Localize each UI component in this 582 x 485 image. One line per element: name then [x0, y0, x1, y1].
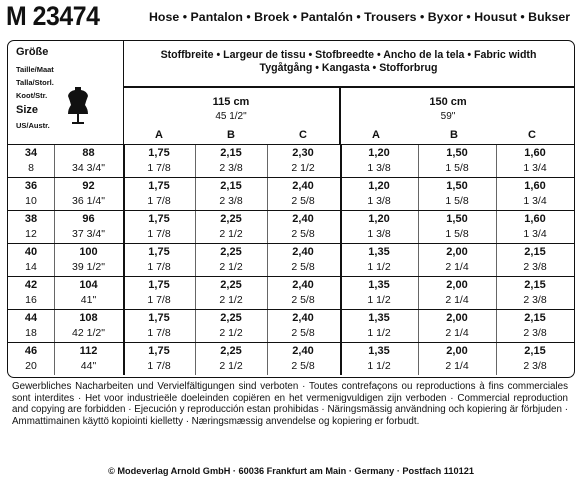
yards-value: 1 1/2 — [367, 327, 391, 339]
size-eu: 40 — [24, 246, 38, 258]
yards-value: 2 5/8 — [291, 294, 315, 306]
yards-value: 2 1/4 — [445, 327, 469, 339]
column-divider — [195, 277, 196, 309]
pattern-header — [2, 0, 580, 34]
meters-value: 1,75 — [148, 279, 170, 291]
size-us: 16 — [25, 294, 37, 306]
meters-value: 2,00 — [446, 279, 468, 291]
column-divider — [123, 310, 125, 342]
table-row — [8, 276, 574, 309]
meters-value: 1,35 — [368, 279, 390, 291]
copyright-notice: Gewerbliches Nacharbeiten und Vervielfältigungen sind verboten · Toutes contrefaçons ou reproductions à fins commerciales sont interdites · Het voor industrieële doeleinden copiëren en het vermenigvuldigen zijn verboden · Commercial reproduction and copying are forbidden · Ejecución y reproducción estan prohibidas · Näringsmässig användning och kopiering är förbjuden · Ammattimainen käyttö kopiointi kielletty · Næringsmæssig anvendelse og kopiering er forbudt. — [12, 381, 568, 427]
meters-value: 2,40 — [292, 345, 314, 357]
meters-value: 1,35 — [368, 312, 390, 324]
yards-value: 2 1/2 — [291, 162, 315, 174]
yards-value: 2 1/2 — [219, 294, 243, 306]
yards-value: 1 5/8 — [445, 162, 469, 174]
yards-value: 2 3/8 — [219, 162, 243, 174]
meters-value: 2,25 — [220, 213, 242, 225]
column-divider — [123, 343, 125, 375]
col-c-115: C — [299, 129, 307, 141]
meters-value: 1,20 — [368, 180, 390, 192]
meters-value: 1,20 — [368, 213, 390, 225]
size-eu: 46 — [24, 345, 38, 357]
yards-value: 2 3/8 — [523, 294, 547, 306]
yards-value: 2 3/8 — [219, 195, 243, 207]
size-us: 14 — [25, 261, 37, 273]
meters-value: 2,40 — [292, 312, 314, 324]
group-150-inches: 59" — [440, 111, 456, 122]
size-eu: 44 — [24, 312, 38, 324]
meters-value: 1,50 — [446, 213, 468, 225]
meters-value: 1,50 — [446, 147, 468, 159]
column-divider — [496, 211, 497, 243]
body-inches: 39 1/2" — [72, 261, 105, 273]
column-divider — [340, 211, 342, 243]
column-divider — [267, 145, 268, 177]
meters-value: 1,50 — [446, 180, 468, 192]
column-divider — [54, 277, 55, 309]
column-divider — [54, 211, 55, 243]
yards-value: 1 7/8 — [147, 261, 171, 273]
table-row — [8, 144, 574, 177]
meters-value: 2,00 — [446, 312, 468, 324]
column-divider — [267, 277, 268, 309]
body-inches: 37 3/4" — [72, 228, 105, 240]
meters-value: 2,15 — [220, 180, 242, 192]
size-column-header — [8, 41, 124, 144]
size-us: 18 — [25, 327, 37, 339]
size-eu: 42 — [24, 279, 38, 291]
meters-value: 1,35 — [368, 246, 390, 258]
meters-value: 1,75 — [148, 312, 170, 324]
body-cm: 112 — [79, 345, 98, 357]
col-b-115: B — [227, 129, 235, 141]
column-divider — [123, 211, 125, 243]
size-eu: 34 — [24, 147, 38, 159]
column-divider — [54, 178, 55, 210]
yards-value: 1 1/2 — [367, 360, 391, 372]
body-cm: 96 — [82, 213, 95, 225]
table-row — [8, 210, 574, 243]
column-divider — [340, 145, 342, 177]
column-divider — [267, 343, 268, 375]
yards-value: 2 5/8 — [291, 261, 315, 273]
column-divider — [54, 145, 55, 177]
yards-value: 1 5/8 — [445, 228, 469, 240]
fabric-width-header — [123, 41, 574, 144]
size-us: 10 — [25, 195, 37, 207]
fabric-width-title-2: Tygåtgång • Kangasta • Stofforbrug — [259, 62, 438, 74]
meters-value: 2,25 — [220, 279, 242, 291]
column-divider — [54, 310, 55, 342]
column-divider — [496, 343, 497, 375]
yards-value: 2 1/4 — [445, 261, 469, 273]
meters-value: 2,15 — [220, 147, 242, 159]
yards-value: 2 1/4 — [445, 360, 469, 372]
group-115-inches: 45 1/2" — [215, 111, 247, 122]
yards-value: 1 7/8 — [147, 195, 171, 207]
column-divider — [54, 244, 55, 276]
column-divider — [418, 277, 419, 309]
yards-value: 1 3/8 — [367, 195, 391, 207]
meters-value: 2,40 — [292, 180, 314, 192]
yards-value: 1 7/8 — [147, 327, 171, 339]
column-divider — [123, 244, 125, 276]
yards-value: 2 1/4 — [445, 294, 469, 306]
fabric-requirements-table — [7, 40, 575, 378]
meters-value: 2,00 — [446, 246, 468, 258]
meters-value: 2,15 — [524, 312, 546, 324]
column-divider — [496, 277, 497, 309]
size-us: 20 — [25, 360, 37, 372]
column-divider — [267, 178, 268, 210]
body-cm: 104 — [79, 279, 98, 291]
meters-value: 1,60 — [524, 180, 546, 192]
column-divider — [340, 343, 342, 375]
header-divider — [123, 86, 574, 88]
table-row — [8, 177, 574, 210]
column-divider — [418, 178, 419, 210]
label-grosse: Größe — [16, 46, 49, 58]
yards-value: 1 5/8 — [445, 195, 469, 207]
yards-value: 2 1/2 — [219, 261, 243, 273]
meters-value: 1,75 — [148, 213, 170, 225]
meters-value: 1,75 — [148, 246, 170, 258]
col-b-150: B — [450, 129, 458, 141]
meters-value: 1,60 — [524, 213, 546, 225]
column-divider — [418, 310, 419, 342]
meters-value: 2,15 — [524, 279, 546, 291]
yards-value: 2 3/8 — [523, 261, 547, 273]
yards-value: 2 5/8 — [291, 327, 315, 339]
meters-value: 2,00 — [446, 345, 468, 357]
yards-value: 2 3/8 — [523, 360, 547, 372]
meters-value: 2,40 — [292, 246, 314, 258]
meters-value: 1,20 — [368, 147, 390, 159]
column-divider — [195, 343, 196, 375]
size-eu: 36 — [24, 180, 38, 192]
column-divider — [195, 244, 196, 276]
dress-form-icon — [66, 85, 90, 125]
column-divider — [418, 343, 419, 375]
yards-value: 1 7/8 — [147, 162, 171, 174]
yards-value: 1 3/4 — [523, 228, 547, 240]
body-cm: 92 — [82, 180, 95, 192]
column-divider — [123, 277, 125, 309]
meters-value: 2,25 — [220, 312, 242, 324]
yards-value: 2 1/2 — [219, 360, 243, 372]
yards-value: 1 1/2 — [367, 294, 391, 306]
garment-title: Hose • Pantalon • Broek • Pantalón • Trousers • Byxor • Housut • Bukser — [149, 10, 571, 24]
body-cm: 108 — [79, 312, 98, 324]
column-divider — [496, 310, 497, 342]
size-us: 12 — [25, 228, 37, 240]
yards-value: 1 3/8 — [367, 228, 391, 240]
table-row — [8, 243, 574, 276]
yards-value: 2 5/8 — [291, 195, 315, 207]
column-divider — [123, 178, 125, 210]
column-divider — [340, 277, 342, 309]
body-inches: 34 3/4" — [72, 162, 105, 174]
col-a-115: A — [155, 129, 163, 141]
column-divider — [418, 145, 419, 177]
column-divider — [123, 145, 125, 177]
yards-value: 2 3/8 — [523, 327, 547, 339]
yards-value: 2 5/8 — [291, 360, 315, 372]
meters-value: 1,60 — [524, 147, 546, 159]
meters-value: 1,75 — [148, 180, 170, 192]
column-divider — [340, 310, 342, 342]
group-150cm: 150 cm — [429, 96, 467, 108]
body-inches: 36 1/4" — [72, 195, 105, 207]
yards-value: 1 7/8 — [147, 294, 171, 306]
yards-value: 1 3/4 — [523, 195, 547, 207]
label-size: Size — [16, 104, 39, 116]
yards-value: 2 5/8 — [291, 228, 315, 240]
yards-value: 1 3/8 — [367, 162, 391, 174]
meters-value: 2,40 — [292, 279, 314, 291]
meters-value: 2,15 — [524, 345, 546, 357]
column-divider — [267, 244, 268, 276]
col-a-150: A — [372, 129, 380, 141]
label-taille: Taille/Maat — [16, 65, 54, 74]
column-divider — [195, 178, 196, 210]
body-inches: 42 1/2" — [72, 327, 105, 339]
body-inches: 44" — [80, 360, 97, 372]
yards-value: 2 1/2 — [219, 327, 243, 339]
yards-value: 1 3/4 — [523, 162, 547, 174]
meters-value: 2,15 — [524, 246, 546, 258]
yards-value: 2 1/2 — [219, 228, 243, 240]
column-divider — [54, 343, 55, 375]
meters-value: 1,35 — [368, 345, 390, 357]
column-divider — [340, 178, 342, 210]
column-divider — [340, 244, 342, 276]
column-divider — [418, 244, 419, 276]
pattern-number: M 23474 — [6, 1, 100, 31]
size-us: 8 — [28, 162, 34, 174]
meters-value: 1,75 — [148, 147, 170, 159]
column-divider — [418, 211, 419, 243]
column-divider — [195, 310, 196, 342]
yards-value: 1 1/2 — [367, 261, 391, 273]
label-talla: Talla/Storl. — [16, 78, 54, 87]
meters-value: 1,75 — [148, 345, 170, 357]
publisher-line: © Modeverlag Arnold GmbH · 60036 Frankfurt am Main · Germany · Postfach 110121 — [108, 466, 474, 476]
column-divider — [195, 211, 196, 243]
column-divider — [195, 145, 196, 177]
group-115cm: 115 cm — [212, 96, 250, 108]
fabric-width-title: Stoffbreite • Largeur de tissu • Stofbreedte • Ancho de la tela • Fabric width — [160, 49, 537, 61]
meters-value: 2,25 — [220, 246, 242, 258]
column-divider — [496, 178, 497, 210]
column-divider — [267, 211, 268, 243]
table-row — [8, 342, 574, 375]
table-row — [8, 309, 574, 342]
body-inches: 41" — [80, 294, 97, 306]
yards-value: 1 7/8 — [147, 228, 171, 240]
label-us-austr: US/Austr. — [16, 121, 50, 130]
meters-value: 2,25 — [220, 345, 242, 357]
body-cm: 100 — [79, 246, 98, 258]
yards-value: 1 7/8 — [147, 360, 171, 372]
meters-value: 2,30 — [292, 147, 314, 159]
body-cm: 88 — [82, 147, 95, 159]
size-eu: 38 — [24, 213, 38, 225]
label-koot: Koot/Str. — [16, 91, 48, 100]
col-c-150: C — [528, 129, 536, 141]
meters-value: 2,40 — [292, 213, 314, 225]
column-divider — [496, 244, 497, 276]
column-divider — [496, 145, 497, 177]
column-divider — [267, 310, 268, 342]
